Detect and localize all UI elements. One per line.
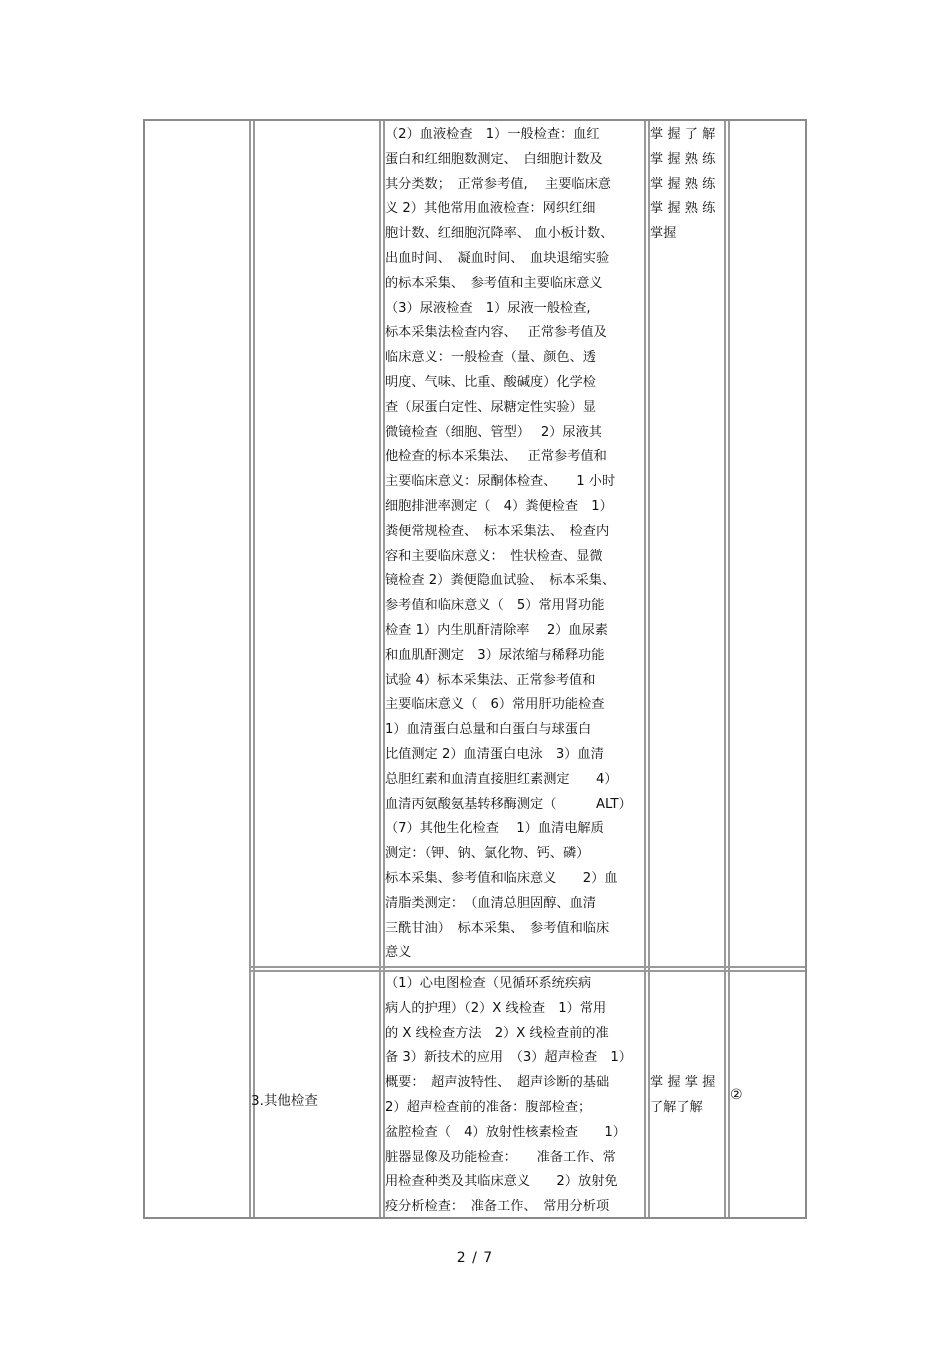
page-number: 2 / 7 (456, 1250, 494, 1266)
content-line: 的标本采集、 参考值和主要临床意义 (385, 275, 603, 291)
content-line: 主要临床意义：尿酮体检查、 1 小时 (385, 474, 616, 490)
content-line: 脏器显像及功能检查： 准备工作、常 (385, 1149, 616, 1165)
column-divider (644, 121, 646, 1217)
content-line: 其分类数； 正常参考值, 主要临床意 (385, 176, 611, 192)
content-line: （3）尿液检查 1）尿液一般检查, (385, 300, 591, 316)
content-line: 出血时间、 凝血时间、 血块退缩实验 (385, 250, 610, 266)
row2-topic-label: 3.其他检查 (251, 1093, 318, 1109)
content-line: 盆腔检查（ 4）放射性核素检查 1） (385, 1124, 626, 1140)
row2-circled-mark: ② (730, 1087, 743, 1103)
requirement-line: 掌 握 了 解 (650, 127, 716, 142)
content-line: 参考值和临床意义（ 5）常用肾功能 (385, 598, 605, 614)
row2-content-cell (385, 972, 643, 1220)
content-line: 他检查的标本采集法、 正常参考值和 (385, 449, 607, 465)
content-line: 比值测定 2）血清蛋白电泳 3）血清 (385, 746, 604, 762)
content-line: 试验 4）标本采集法、正常参考值和 (385, 672, 596, 688)
content-line: 1）血清蛋白总量和白蛋白与球蛋白 (385, 722, 592, 738)
content-line: 清脂类测定： （血清总胆固醇、血清 (385, 895, 596, 911)
content-line: 备 3）新技术的应用 （3）超声检查 1） (385, 1050, 632, 1066)
content-line: 意义 (385, 945, 412, 961)
column-divider (253, 121, 255, 1217)
row1-content-cell (385, 123, 643, 966)
content-line: 标本采集法检查内容、 正常参考值及 (385, 325, 607, 341)
content-line: 病人的护理）（2）X 线检查 1）常用 (385, 1000, 607, 1016)
content-line: 微镜检查（细胞、管型） 2）尿液其 (385, 424, 602, 440)
row-divider (251, 966, 805, 968)
content-line: 镜检查 2）粪便隐血试验、 标本采集、 (385, 573, 616, 589)
content-line: 和血肌酐测定 3）尿浓缩与稀释功能 (385, 647, 605, 663)
content-line: 主要临床意义（ 6）常用肝功能检查 (385, 697, 605, 713)
requirement-line: 掌握 (650, 226, 677, 242)
content-line: 概要： 超声波特性、 超声诊断的基础 (385, 1075, 610, 1091)
content-line: （1）心电图检查（见循环系统疾病 (385, 976, 592, 991)
content-line: 粪便常规检查、 标本采集法、 检查内 (385, 523, 610, 539)
column-divider (724, 121, 726, 1217)
content-line: 标本采集、参考值和临床意义 2）血 (385, 870, 618, 886)
content-line: （2）血液检查 1）一般检查：血红 (385, 127, 600, 142)
content-line: 的 X 线检查方法 2）X 线检查前的准 (385, 1025, 609, 1041)
curriculum-table (143, 119, 807, 1219)
content-line: 2）超声检查前的准备：腹部检查； (385, 1099, 592, 1115)
content-line: 蛋白和红细胞数测定、 白细胞计数及 (385, 151, 603, 167)
column-divider (379, 121, 381, 1217)
requirement-line: 掌 握 掌 握 (650, 1075, 716, 1090)
content-line: 测定：（钾、钠、氯化物、钙、磷） (385, 846, 590, 862)
column-divider (249, 121, 251, 1217)
content-line: 胞计数、红细胞沉降率、 血小板计数、 (385, 226, 614, 242)
row1-requirement-cell (650, 123, 724, 247)
content-line: （7）其他生化检查 1）血清电解质 (385, 821, 604, 837)
content-line: 三酰甘油） 标本采集、 参考值和临床 (385, 920, 610, 936)
content-line: 容和主要临床意义： 性状检查、显微 (385, 548, 603, 564)
content-line: 用检查种类及其临床意义 2）放射免 (385, 1174, 618, 1190)
requirement-line: 掌 握 熟 练 (650, 151, 716, 167)
content-line: 疫分析检查： 准备工作、 常用分析项 (385, 1199, 610, 1215)
column-divider (728, 121, 730, 1217)
content-line: 血清丙氨酸氨基转移酶测定（ ALT） (385, 796, 632, 812)
requirement-line: 了解了解 (650, 1099, 703, 1115)
requirement-line: 掌 握 熟 练 (650, 201, 716, 217)
content-line: 总胆红素和血清直接胆红素测定 4） (385, 771, 618, 787)
column-divider (648, 121, 650, 1217)
content-line: 临床意义：一般检查（量、颜色、透 (385, 350, 596, 366)
content-line: 检查 1）内生肌酐清除率 2）血尿素 (385, 622, 608, 638)
row2-requirement-cell (650, 1071, 724, 1121)
content-line: 查（尿蛋白定性、尿糖定性实验）显 (385, 399, 596, 415)
content-line: 明度、气味、比重、酸碱度）化学检 (385, 374, 596, 390)
content-line: 义 2）其他常用血液检查：网织红细 (385, 201, 596, 217)
requirement-line: 掌 握 熟 练 (650, 176, 716, 192)
content-line: 细胞排泄率测定（ 4）粪便检查 1） (385, 498, 613, 514)
